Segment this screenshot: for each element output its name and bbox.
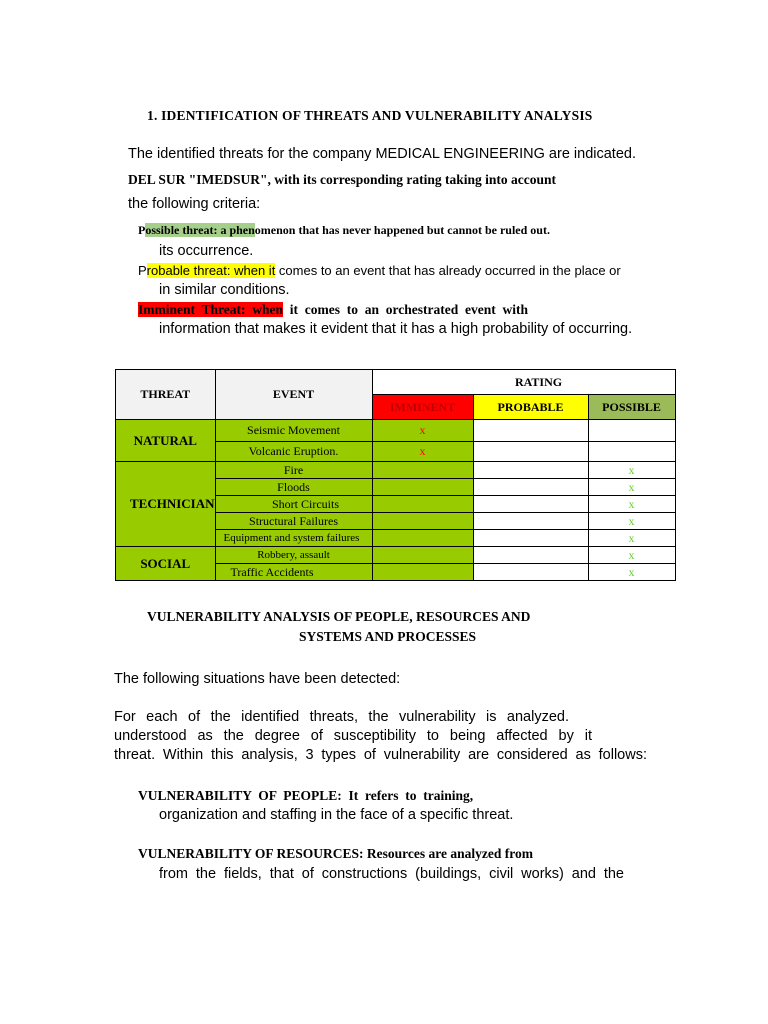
mark-structural-possible: x	[588, 513, 675, 530]
vulnerability-people	[138, 788, 473, 804]
table-row	[116, 370, 676, 395]
mark-short-possible: x	[588, 496, 675, 513]
header-threat: THREAT	[116, 370, 216, 420]
paragraph-line-3: threat. Within this analysis, 3 types of vulnerability are considered as follows:	[114, 747, 647, 763]
header-imminent: IMMINENT	[372, 395, 473, 420]
event-traffic: Traffic Accidents	[215, 564, 372, 581]
vulnerability-heading-1: VULNERABILITY ANALYSIS OF PEOPLE, RESOURCES AND	[147, 609, 531, 624]
criterion-probable-line2: in similar conditions.	[159, 282, 290, 298]
mark-volcanic-imminent: x	[372, 442, 473, 462]
cell-empty	[372, 462, 473, 479]
mark-seismic-imminent: x	[372, 420, 473, 442]
cell-empty	[372, 564, 473, 581]
event-equipment: Equipment and system failures	[215, 530, 372, 547]
cell-empty	[473, 442, 588, 462]
criterion-possible	[138, 223, 550, 238]
criterion-imminent	[138, 302, 528, 318]
criterion-possible-highlight: ossible threat: a phen	[145, 223, 255, 237]
criterion-imminent-text: it comes to an orchestrated event with	[283, 302, 528, 317]
cell-empty	[588, 442, 675, 462]
header-event: EVENT	[215, 370, 372, 420]
cell-empty	[372, 530, 473, 547]
header-rating: RATING	[372, 370, 675, 395]
event-structural: Structural Failures	[215, 513, 372, 530]
paragraph-line-1: For each of the identified threats, the vulnerability is analyzed.	[114, 709, 569, 725]
criterion-imminent-line2: information that makes it evident that it has a high probability of occurring.	[159, 321, 633, 337]
vulnerability-people-heading: VULNERABILITY OF PEOPLE: It refers to training,	[138, 788, 474, 803]
vulnerability-people-line2: organization and staffing in the face of a specific threat.	[159, 807, 514, 823]
mark-floods-possible: x	[588, 479, 675, 496]
header-probable: PROBABLE	[473, 395, 588, 420]
cell-empty	[473, 513, 588, 530]
rating-table	[115, 369, 676, 581]
mark-traffic-possible: x	[588, 564, 675, 581]
event-seismic: Seismic Movement	[215, 420, 372, 442]
vulnerability-heading-2: SYSTEMS AND PROCESSES	[299, 629, 477, 644]
table-row	[116, 547, 676, 564]
group-technician: TECHNICIAN	[116, 462, 216, 547]
mark-fire-possible: x	[588, 462, 675, 479]
cell-empty	[473, 530, 588, 547]
table-row	[116, 420, 676, 442]
table-row	[116, 462, 676, 479]
header-possible: POSSIBLE	[588, 395, 675, 420]
criterion-possible-text: omenon that has never happened but cannot be ruled out.	[254, 223, 550, 237]
cell-empty	[473, 420, 588, 442]
mark-equipment-possible: x	[588, 530, 675, 547]
cell-empty	[588, 420, 675, 442]
group-natural: NATURAL	[116, 420, 216, 462]
vulnerability-resources	[138, 846, 533, 862]
vulnerability-resources-heading: VULNERABILITY OF RESOURCES: Resources are analyzed from	[138, 846, 534, 861]
intro-line-3: the following criteria:	[128, 196, 261, 212]
vulnerability-resources-line2: from the fields, that of constructions (buildings, civil works) and the	[159, 866, 624, 882]
event-volcanic: Volcanic Eruption.	[215, 442, 372, 462]
criterion-probable-text: comes to an event that has already occurred in the place or	[275, 263, 621, 278]
criterion-possible-line2: its occurrence.	[159, 243, 254, 259]
mark-robbery-possible: x	[588, 547, 675, 564]
event-fire: Fire	[215, 462, 372, 479]
detected-text: The following situations have been detected:	[114, 671, 401, 687]
group-social: SOCIAL	[116, 547, 216, 581]
cell-empty	[372, 479, 473, 496]
section-title: 1. IDENTIFICATION OF THREATS AND VULNERABILITY ANALYSIS	[147, 108, 593, 123]
cell-empty	[372, 547, 473, 564]
cell-empty	[473, 479, 588, 496]
cell-empty	[473, 496, 588, 513]
intro-line-2: DEL SUR "IMEDSUR", with its corresponding rating taking into account	[128, 172, 557, 187]
criterion-probable	[138, 263, 621, 278]
event-robbery: Robbery, assault	[215, 547, 372, 564]
criterion-probable-highlight: robable threat: when it	[146, 263, 276, 278]
cell-empty	[473, 462, 588, 479]
criterion-imminent-highlight: Imminent Threat: when	[138, 302, 284, 317]
cell-empty	[473, 547, 588, 564]
paragraph-line-2: understood as the degree of susceptibility to being affected by it	[114, 728, 592, 744]
event-short-circuits: Short Circuits	[215, 496, 372, 513]
event-floods: Floods	[215, 479, 372, 496]
criterion-possible-p: P	[138, 223, 146, 237]
intro-line-1: The identified threats for the company MEDICAL ENGINEERING are indicated.	[128, 146, 636, 162]
cell-empty	[372, 496, 473, 513]
cell-empty	[473, 564, 588, 581]
cell-empty	[372, 513, 473, 530]
criterion-probable-p: P	[138, 263, 147, 278]
